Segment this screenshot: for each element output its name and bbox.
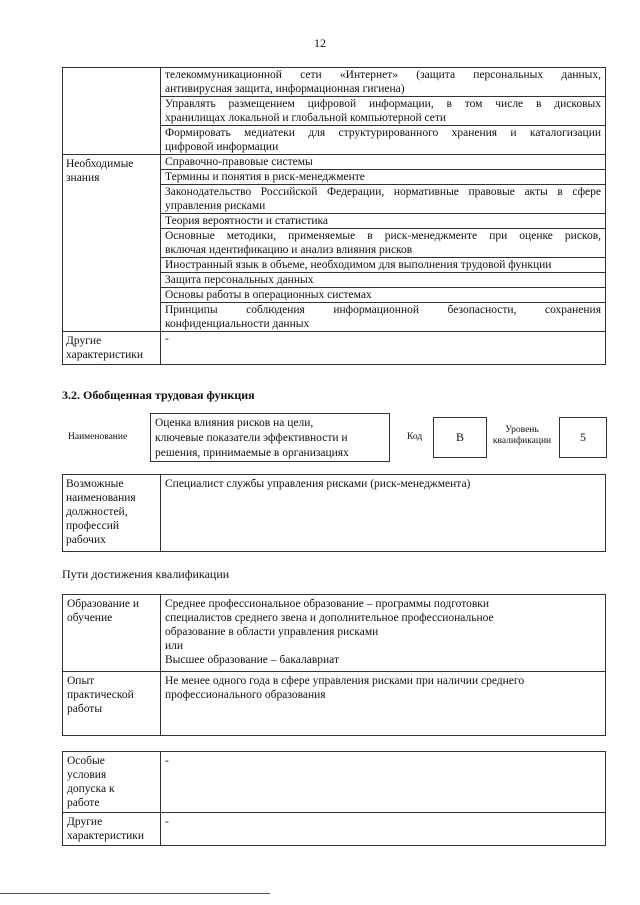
table-row [63, 752, 606, 813]
education-label: Образование и обучение [63, 595, 161, 672]
skill-cell: Управлять размещением цифровой информации, в том числе в дисковых хранилищах локальной и глобальной компьютерной сети [161, 97, 606, 126]
other-label: Другие характеристики [63, 332, 161, 365]
table-row [63, 813, 606, 846]
knowledge-item: Защита персональных данных [161, 273, 606, 288]
page-number: 12 [314, 36, 326, 50]
knowledge-item: Законодательство Российской Федерации, нормативные правовые акты в сфере управления рисками [161, 185, 606, 214]
job-titles-value: Специалист службы управления рисками (риск-менеджмента) [161, 475, 606, 552]
knowledge-item: Принципы соблюдения информационной безопасности, сохранения конфиденциальности данных [161, 303, 606, 332]
admission-conditions-table [62, 751, 606, 846]
special-conditions-label: Особые условия допуска к работе [63, 752, 161, 813]
footer-divider [0, 893, 270, 894]
knowledge-item: Справочно-правовые системы [161, 155, 606, 170]
table-row [63, 155, 606, 170]
job-titles-label: Возможные наименования должностей, профессий рабочих [63, 475, 161, 552]
section-heading: 3.2. Обобщенная трудовая функция [62, 388, 255, 402]
name-value-box: Оценка влияния рисков на цели, ключевые показатели эффективности и решения, принимаемые в организациях [150, 413, 390, 462]
table-row [63, 68, 606, 97]
table-row [63, 332, 606, 365]
knowledge-item: Основы работы в операционных системах [161, 288, 606, 303]
other-characteristics-label: Другие характеристики [63, 813, 161, 846]
code-label: Код [407, 432, 423, 442]
level-label: Уровень квалификации [492, 425, 552, 446]
knowledge-table [62, 67, 606, 365]
experience-value: Не менее одного года в сфере управления рисками при наличии среднего профессионального образования [161, 672, 606, 736]
table-row [63, 672, 606, 736]
other-value: - [161, 332, 606, 365]
function-header-row [62, 413, 610, 463]
education-value: Среднее профессиональное образование – программы подготовки специалистов среднего звена и дополнительное профессиональное образование в области управления рисками или Высшее образование – бакалавриат [161, 595, 606, 672]
skill-cell: телекоммуникационной сети «Интернет» (защита персональных данных, антивирусная защита, информационная гигиена) [161, 68, 606, 97]
paths-heading: Пути достижения квалификации [62, 567, 230, 581]
qualification-paths-table [62, 594, 606, 736]
experience-label: Опыт практической работы [63, 672, 161, 736]
knowledge-item: Термины и понятия в риск-менеджменте [161, 170, 606, 185]
empty-label-cell [63, 68, 161, 155]
job-titles-table [62, 474, 606, 552]
knowledge-item: Иностранный язык в объеме, необходимом для выполнения трудовой функции [161, 258, 606, 273]
table-row [63, 475, 606, 552]
other-characteristics-value: - [161, 813, 606, 846]
code-value-box: B [433, 417, 487, 458]
table-row [63, 595, 606, 672]
special-conditions-value: - [161, 752, 606, 813]
skill-cell: Формировать медиатеки для структурированного хранения и каталогизации цифровой информации [161, 126, 606, 155]
level-value-box: 5 [559, 417, 607, 458]
knowledge-label: Необходимые знания [63, 155, 161, 332]
knowledge-item: Основные методики, применяемые в риск-менеджменте при оценке рисков, включая идентификацию и анализ влияния рисков [161, 229, 606, 258]
name-label: Наименование [68, 432, 128, 442]
knowledge-item: Теория вероятности и статистика [161, 214, 606, 229]
